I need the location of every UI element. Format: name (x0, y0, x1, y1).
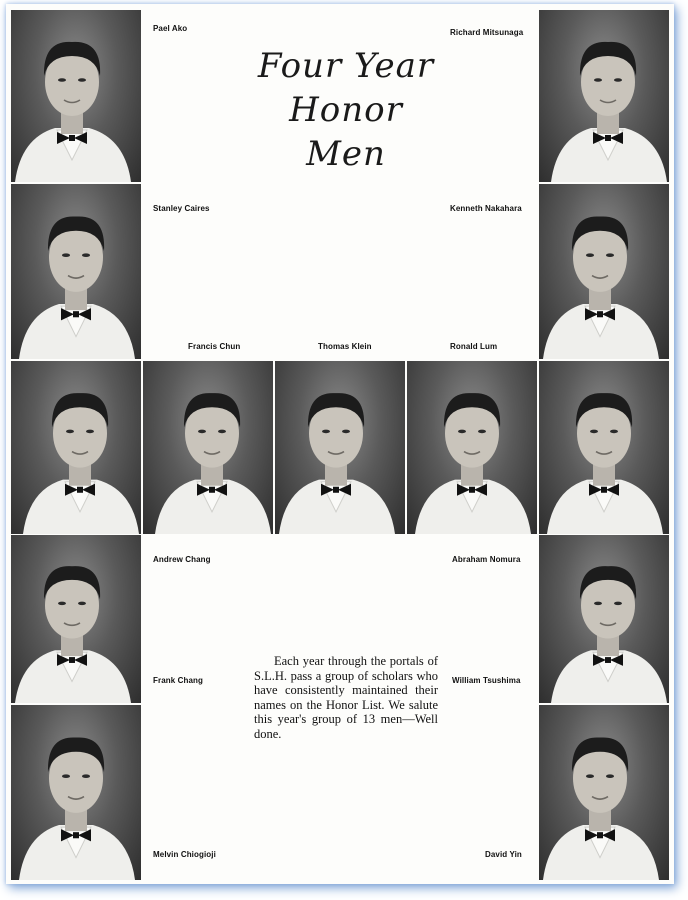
portrait-figure (15, 42, 131, 182)
name-frank-chang: Frank Chang (153, 676, 203, 685)
portrait-david-yin (539, 705, 669, 880)
portrait-william-tsushima (539, 535, 669, 703)
name-abraham-nomura: Abraham Nomura (452, 555, 521, 564)
portrait-ronald-lum (275, 361, 405, 534)
name-richard-mitsunaga: Richard Mitsunaga (450, 28, 524, 37)
portrait-figure (19, 216, 135, 359)
portrait-figure (551, 42, 667, 182)
portrait-figure (547, 393, 663, 534)
portrait-figure (23, 393, 139, 534)
name-pael-ako: Pael Ako (153, 24, 188, 33)
portrait-figure (415, 393, 531, 534)
portrait-figure (15, 566, 131, 703)
title-line-3: Men (306, 134, 386, 174)
portrait-stanley-caires (11, 184, 141, 359)
name-kenneth-nakahara: Kenneth Nakahara (450, 204, 522, 213)
portrait-andrew-chang (11, 535, 141, 703)
page-title (221, 44, 471, 176)
portrait-richard-mitsunaga (539, 10, 669, 182)
portrait-francis-chun (11, 361, 141, 534)
portrait-abraham-nomura (407, 361, 537, 534)
portrait-thomas-klein (143, 361, 273, 534)
portrait-figure (543, 216, 659, 359)
title-line-2: Honor (289, 90, 403, 130)
portrait-figure (543, 737, 659, 880)
name-thomas-klein: Thomas Klein (318, 342, 372, 351)
portrait-frank-chang (539, 361, 669, 534)
portrait-pael-ako (11, 10, 141, 182)
yearbook-page (6, 4, 674, 884)
name-andrew-chang: Andrew Chang (153, 555, 211, 564)
title-line-1: Four Year (257, 46, 435, 86)
name-william-tsushima: William Tsushima (452, 676, 521, 685)
name-ronald-lum: Ronald Lum (450, 342, 498, 351)
portrait-melvin-chiogioji (11, 705, 141, 880)
name-francis-chun: Francis Chun (188, 342, 241, 351)
portrait-kenneth-nakahara (539, 184, 669, 359)
name-melvin-chiogioji: Melvin Chiogioji (153, 850, 216, 859)
name-david-yin: David Yin (485, 850, 522, 859)
portrait-figure (155, 393, 271, 534)
name-stanley-caires: Stanley Caires (153, 204, 210, 213)
portrait-figure (19, 737, 135, 880)
caption-paragraph: Each year through the portals of S.L.H. pass a group of scholars who have consistently maintained their names on the Honor List. We salute this year's group of 13 men—Well done. (254, 654, 438, 741)
portrait-figure (551, 566, 667, 703)
portrait-figure (279, 393, 395, 534)
